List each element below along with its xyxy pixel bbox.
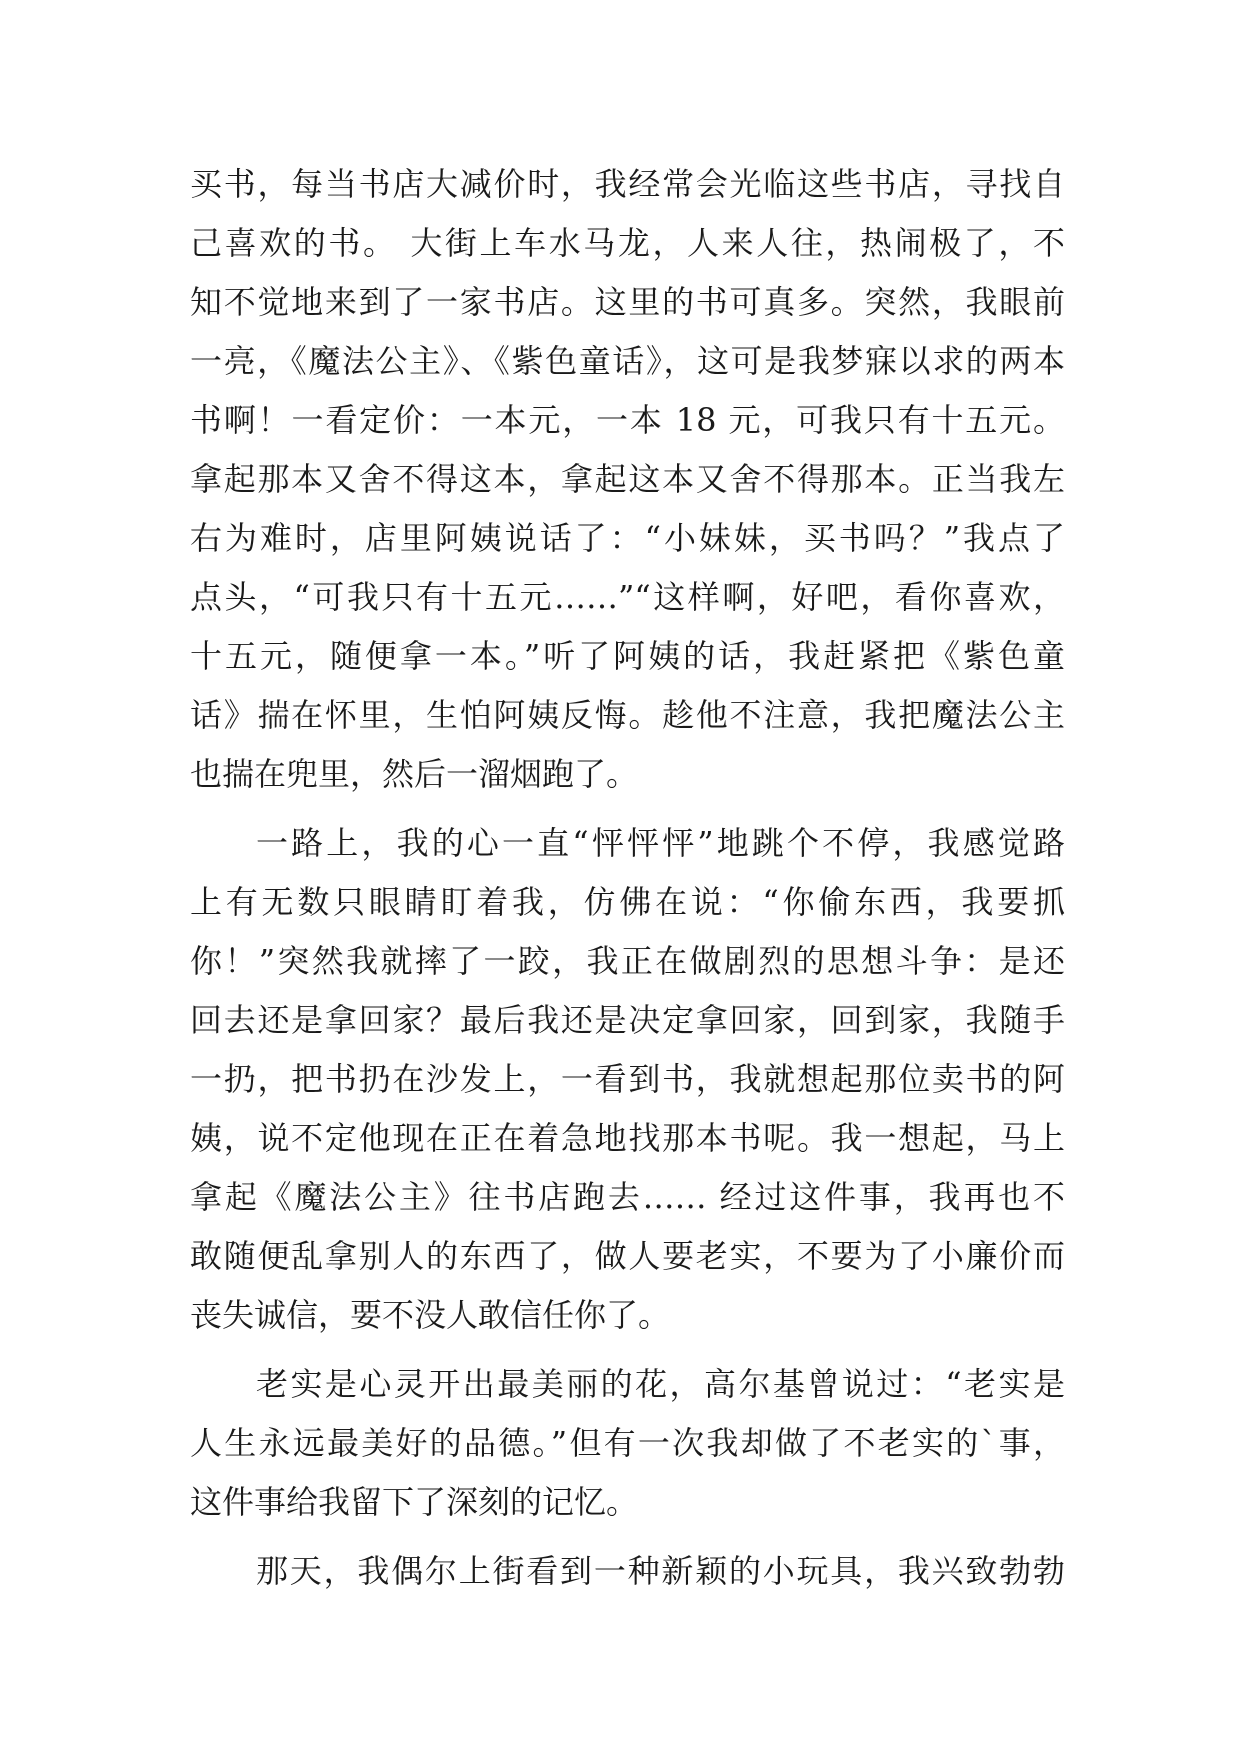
text-line: 拿起那本又舍不得这本，拿起这本又舍不得那本。正当我左: [190, 460, 1065, 498]
text-line: 右为难时，店里阿姨说话了：“小妹妹，买书吗？”我点了: [190, 519, 1065, 557]
text-line: 一路上，我的心一直“怦怦怦”地跳个不停，我感觉路: [256, 824, 1065, 862]
text-line: 己喜欢的书。 大街上车水马龙，人来人往，热闹极了，不: [190, 224, 1065, 262]
text-line: 拿起《魔法公主》往书店跑去…… 经过这件事，我再也不: [190, 1178, 1065, 1216]
paragraph: [190, 1355, 1065, 1532]
text-line: 一亮，《魔法公主》、《紫色童话》，这可是我梦寐以求的两本: [190, 342, 1065, 380]
text-line: 那天，我偶尔上街看到一种新颖的小玩具，我兴致勃勃: [256, 1552, 1065, 1590]
text-line: 也揣在兜里，然后一溜烟跑了。: [190, 755, 639, 793]
text-line: 这件事给我留下了深刻的记忆。: [190, 1483, 639, 1521]
text-line: 老实是心灵开出最美丽的花，高尔基曾说过：“老实是: [256, 1365, 1065, 1403]
document-body: [190, 155, 1065, 1601]
text-line: 回去还是拿回家？最后我还是决定拿回家，回到家，我随手: [190, 1001, 1065, 1039]
text-line: 买书，每当书店大减价时，我经常会光临这些书店，寻找自: [190, 165, 1065, 203]
text-line: 十五元，随便拿一本。”听了阿姨的话，我赶紧把《紫色童: [190, 637, 1065, 675]
text-line: 人生永远最美好的品德。”但有一次我却做了不老实的`事，: [190, 1424, 1065, 1462]
text-line: 一扔，把书扔在沙发上，一看到书，我就想起那位卖书的阿: [190, 1060, 1065, 1098]
text-line: 敢随便乱拿别人的东西了，做人要老实，不要为了小廉价而: [190, 1237, 1065, 1275]
text-line: 你！”突然我就摔了一跤，我正在做剧烈的思想斗争：是还: [190, 942, 1065, 980]
text-line: 点头，“可我只有十五元……”“这样啊，好吧，看你喜欢，: [190, 578, 1065, 616]
paragraph: [190, 155, 1065, 804]
text-line: 书啊！一看定价：一本元，一本 18 元，可我只有十五元。: [190, 401, 1065, 439]
text-line: 知不觉地来到了一家书店。这里的书可真多。突然，我眼前: [190, 283, 1065, 321]
paragraph-gap: [190, 804, 1065, 814]
paragraph-gap: [190, 1345, 1065, 1355]
text-line: 上有无数只眼睛盯着我，仿佛在说：“你偷东西，我要抓: [190, 883, 1065, 921]
text-line: 丧失诚信，要不没人敢信任你了。: [190, 1296, 671, 1334]
text-line: 姨，说不定他现在正在着急地找那本书呢。我一想起，马上: [190, 1119, 1065, 1157]
text-line: 话》揣在怀里，生怕阿姨反悔。趁他不注意，我把魔法公主: [190, 696, 1065, 734]
paragraph: [190, 814, 1065, 1345]
paragraph-gap: [190, 1532, 1065, 1542]
paragraph: [190, 1542, 1065, 1601]
